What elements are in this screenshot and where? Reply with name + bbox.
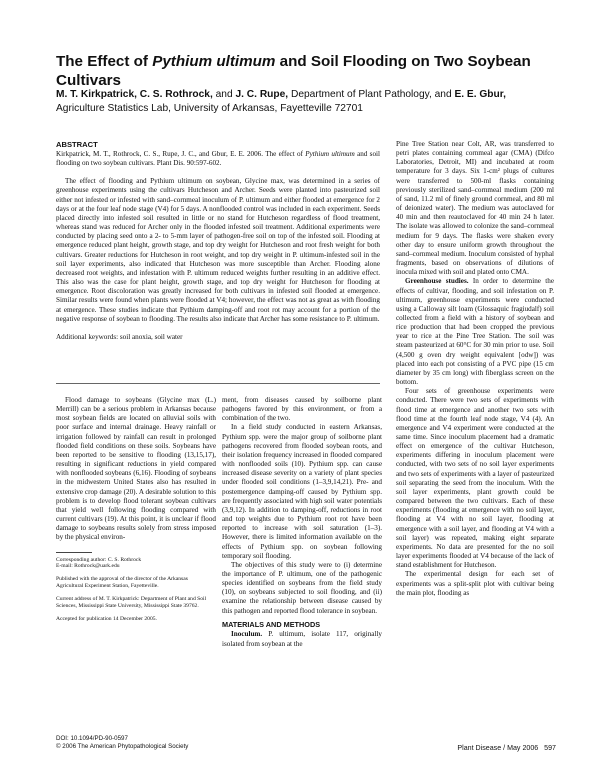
- body-column-3: [396, 140, 554, 598]
- author-line: [56, 88, 556, 115]
- author-and: and: [212, 89, 236, 100]
- author-names-3: E. E. Gbur,: [454, 89, 506, 100]
- title-pre: The Effect of: [56, 53, 153, 70]
- inoculum-runin-heading: Inoculum.: [231, 630, 263, 639]
- experiments-paragraph: Four sets of greenhouse experiments were conducted. There were two sets of experiments with flood time at emergence and another two sets with flood time at the fourth leaf node stage, V4 (4). An emergence and V4 experiment were conducted at the same time. Since inoculum placement had a dramatic effect on emergence of the cultivar Hutcheson, experiments differing in inoculum placement were conducted, with two sets of no soil layer experiments and two sets of experiments with a layer of pasteurized soil separating the seed from the inoculum. With the soil layer experiments, plant growth could be compared between the two cultivars. Each of these experiments (flooding at emergence with no soil layer, flooding at V4 with no soil layer, flooding at emergence with a soil layer, and flooding at V4 with a soil layer) was repeated, making eight separate experiments. No data are presented for the no soil layer experiments flooded at V4 because of the lack of stand establishment for Hutcheson.: [396, 387, 554, 570]
- footnote-divider: [56, 552, 92, 553]
- abstract-block: [56, 140, 380, 342]
- title-post: and Soil Flooding on Two Soybean Cultivars: [56, 53, 531, 89]
- inoculum-paragraph: [222, 630, 382, 648]
- footnote-accepted: Accepted for publication 14 December 2005.: [56, 615, 157, 622]
- objectives-paragraph: The objectives of this study were to (i) determine the importance of P. ultimum, one of the pathogenic species identified on soybeans from the field study (10), on soybeans subjected to soil flooding, and (ii) examine the relationship between disease caused by this pathogen and reported flood tolerance in soybean.: [222, 560, 382, 615]
- intro-paragraph-2: In a field study conducted in eastern Arkansas, Pythium spp. were the major group of soilborne plant pathogens recovered from flooded soybean roots, and their isolation frequency increased in flooded compared with nonflooded soils (10). Pythium spp. can cause increased disease severity on a variety of plant species under flooded soil conditions (1–3,9,14,21). Pre- and postemergence damping-off caused by Pythium spp. are frequently associated with high soil water potentials (3,9,12). In addition to damping-off, reductions in root and top weights due to Pythium root rot have been reported to increase with soil saturation (1–3). However, there is limited information available on the effects of Pythium spp. on soybean following temporary soil flooding.: [222, 423, 382, 560]
- design-paragraph: The experimental design for each set of experiments was a split-split plot with cultivar being the main plot, flooding as: [396, 570, 554, 597]
- intro-paragraph-continued: ment, from diseases caused by soilborne plant pathogens favored by this environment, or from a combination of the two.: [222, 396, 382, 423]
- greenhouse-paragraph: [396, 277, 554, 387]
- abstract-heading: ABSTRACT: [56, 140, 98, 149]
- copyright: © 2006 The American Phytopathological Society: [56, 743, 189, 751]
- footnote-current-address: Current address of M. T. Kirkpatrick: Department of Plant and Soil Sciences, Mississippi State University, Mississippi State 39762.: [56, 596, 207, 610]
- body-column-1: [56, 396, 216, 623]
- materials-methods-heading: MATERIALS AND METHODS: [222, 619, 321, 629]
- doi: DOI: 10.1094/PD-90-0597: [56, 735, 128, 742]
- page-folio: [452, 744, 556, 753]
- greenhouse-runin-heading: Greenhouse studies.: [405, 277, 469, 286]
- author-names-2: J. C. Rupe,: [235, 89, 289, 100]
- author-affiliation-2: Agriculture Statistics Lab, University of Arkansas, Fayetteville 72701: [56, 102, 363, 114]
- inoculum-paragraph-continued: Pine Tree Station near Colt, AR, was transferred to petri plates containing cornmeal agar (CMA) (Difco Laboratories, Detroit, MI) and incubated at room temperature for 3 days. Six 1-cm² plugs of cultures were transferred to 500-ml flasks containing previously sterilized sand–cornmeal medium (200 ml of sand, 11.2 ml of finely ground cornmeal, and 80 ml of deionized water). The medium was autoclaved for 40 min and then reautoclaved for 40 min 24 h later. The isolate was allowed to colonize the sand–cornmeal medium for 9 days. The flasks were shaken every other day to ensure uniform growth throughout the sand–cornmeal medium. Inoculum consisted of hyphal fragments, based on observations of dilutions of inocula mixed with soil and plated onto CMA.: [396, 140, 554, 277]
- title-organism: Pythium ultimum: [152, 53, 276, 70]
- author-affiliation-1: Department of Plant Pathology, and: [288, 89, 455, 100]
- citation-pre: Kirkpatrick, M. T., Rothrock, C. S., Rupe, J. C., and Gbur, E. E. 2006. The effect of: [56, 150, 306, 158]
- footnote-email: E-mail: Rothrock@uark.edu: [56, 563, 120, 570]
- body-column-2: [222, 396, 382, 649]
- citation-organism: Pythium ultimum: [305, 150, 355, 158]
- article-title: [56, 52, 556, 90]
- doi-footer: [56, 735, 256, 751]
- intro-paragraph-1: Flood damage to soybeans (Glycine max (L.) Merrill) can be a serious problem in Arkansas because most soybean fields are located on alluvial soils with poor surface and internal drainage. Heavy rainfall or irrigation followed by rainfall can result in prolonged flooded field conditions on these soils. Soybeans have been reported to be sensitive to flooding (13,15,17), resulting in significant reductions in yield compared with nonflooded soybeans (6,16). Flooding of soybeans in the midwestern United States also has resulted in extensive crop damage (20). A desirable solution to this problem is to develop flood tolerant soybean cultivars that yield well following flooding compared with current cultivars (19). At this point, it is unclear if flood damage to soybeans results solely from stress imposed by the physical environ-: [56, 396, 216, 542]
- page-number: 597: [544, 744, 556, 752]
- footnote-corresponding-author: Corresponding author: C. S. Rothrock: [56, 556, 142, 563]
- greenhouse-text: In order to determine the effects of cultivar, flooding, and soil infestation on P. ultimum, greenhouse experiments were conducted using a Calloway silt loam (Glossaquic fragiudalf) soil collected from a field with a history of soybean and rice production that had been cropped the previous year to rice at the Pine Tree Station. The soil was steam pasteurized at 60°C for 30 min prior to use. Soil (4,500 g oven dry weight equivalent [odw]) was placed into each pot consisting of a PVC pipe (15 cm diameter by 35 cm long) with fiberglass screen on the bottom.: [396, 277, 554, 387]
- journal-issue: Plant Disease / May 2006: [457, 744, 539, 752]
- author-names-1: M. T. Kirkpatrick, C. S. Rothrock,: [56, 89, 213, 100]
- citation-post: and soil flooding on two soybean cultivars. Plant Dis. 90:597-602.: [56, 150, 380, 168]
- additional-keywords: Additional keywords: soil anoxia, soil water: [56, 332, 183, 341]
- inoculum-text: P. ultimum, isolate 117, originally isolated from soybean at the: [222, 630, 382, 648]
- footnote-approval: Published with the approval of the director of the Arkansas Agricultural Experiment Station, Fayetteville.: [56, 576, 188, 590]
- abstract-citation: [56, 150, 380, 168]
- abstract-body: The effect of flooding and Pythium ultimum on soybean, Glycine max, was determined in a series of greenhouse experiments using the cultivars Hutcheson and Archer. Seeds were planted into pasteurized soil either not infested or infested with sand–cornmeal inoculum of P. ultimum and either flooded at emergence for 2 days or at the four leaf node stage (V4) for 5 days. A nonflooded control was included in each experiment. Seeds placed directly into infested soil resulted in little or no stand for Hutcheson regardless of flood treatment, whereas stand was reduced for Archer only in the flooded infested soil treatment. Additional experiments were conducted by placing seed onto a 2- to 5-mm layer of pathogen-free soil on top of the infested soil. Flooding at emergence reduced plant height, growth stage, and top dry weight for Hutcheson and root fresh weight for both cultivars. Greater reductions for Hutcheson in root weight, and top dry weight in P. ultimum-infested soil in the soil layer experiments, also indicated that Hutcheson was more susceptible than Archer. Flooding alone decreased root weights, and infestation with P. ultimum reduced weights further resulting in an additive effect. This also was the case for plant height, growth stage, and top dry weight for Hutcheson for flooding at emergence. Root discoloration was greatly increased for both cultivars in infested soil flooded at emergence. Similar results were found when plants were flooded at V4; however, the effect was not as great as with flooding at emergence. These studies indicate that Pythium damping-off and root rot may account for a portion of the negative response of soybean to flooding. The results also indicate that Archer has some resistance to P. ultimum.: [56, 177, 380, 323]
- abstract-divider: [56, 383, 380, 384]
